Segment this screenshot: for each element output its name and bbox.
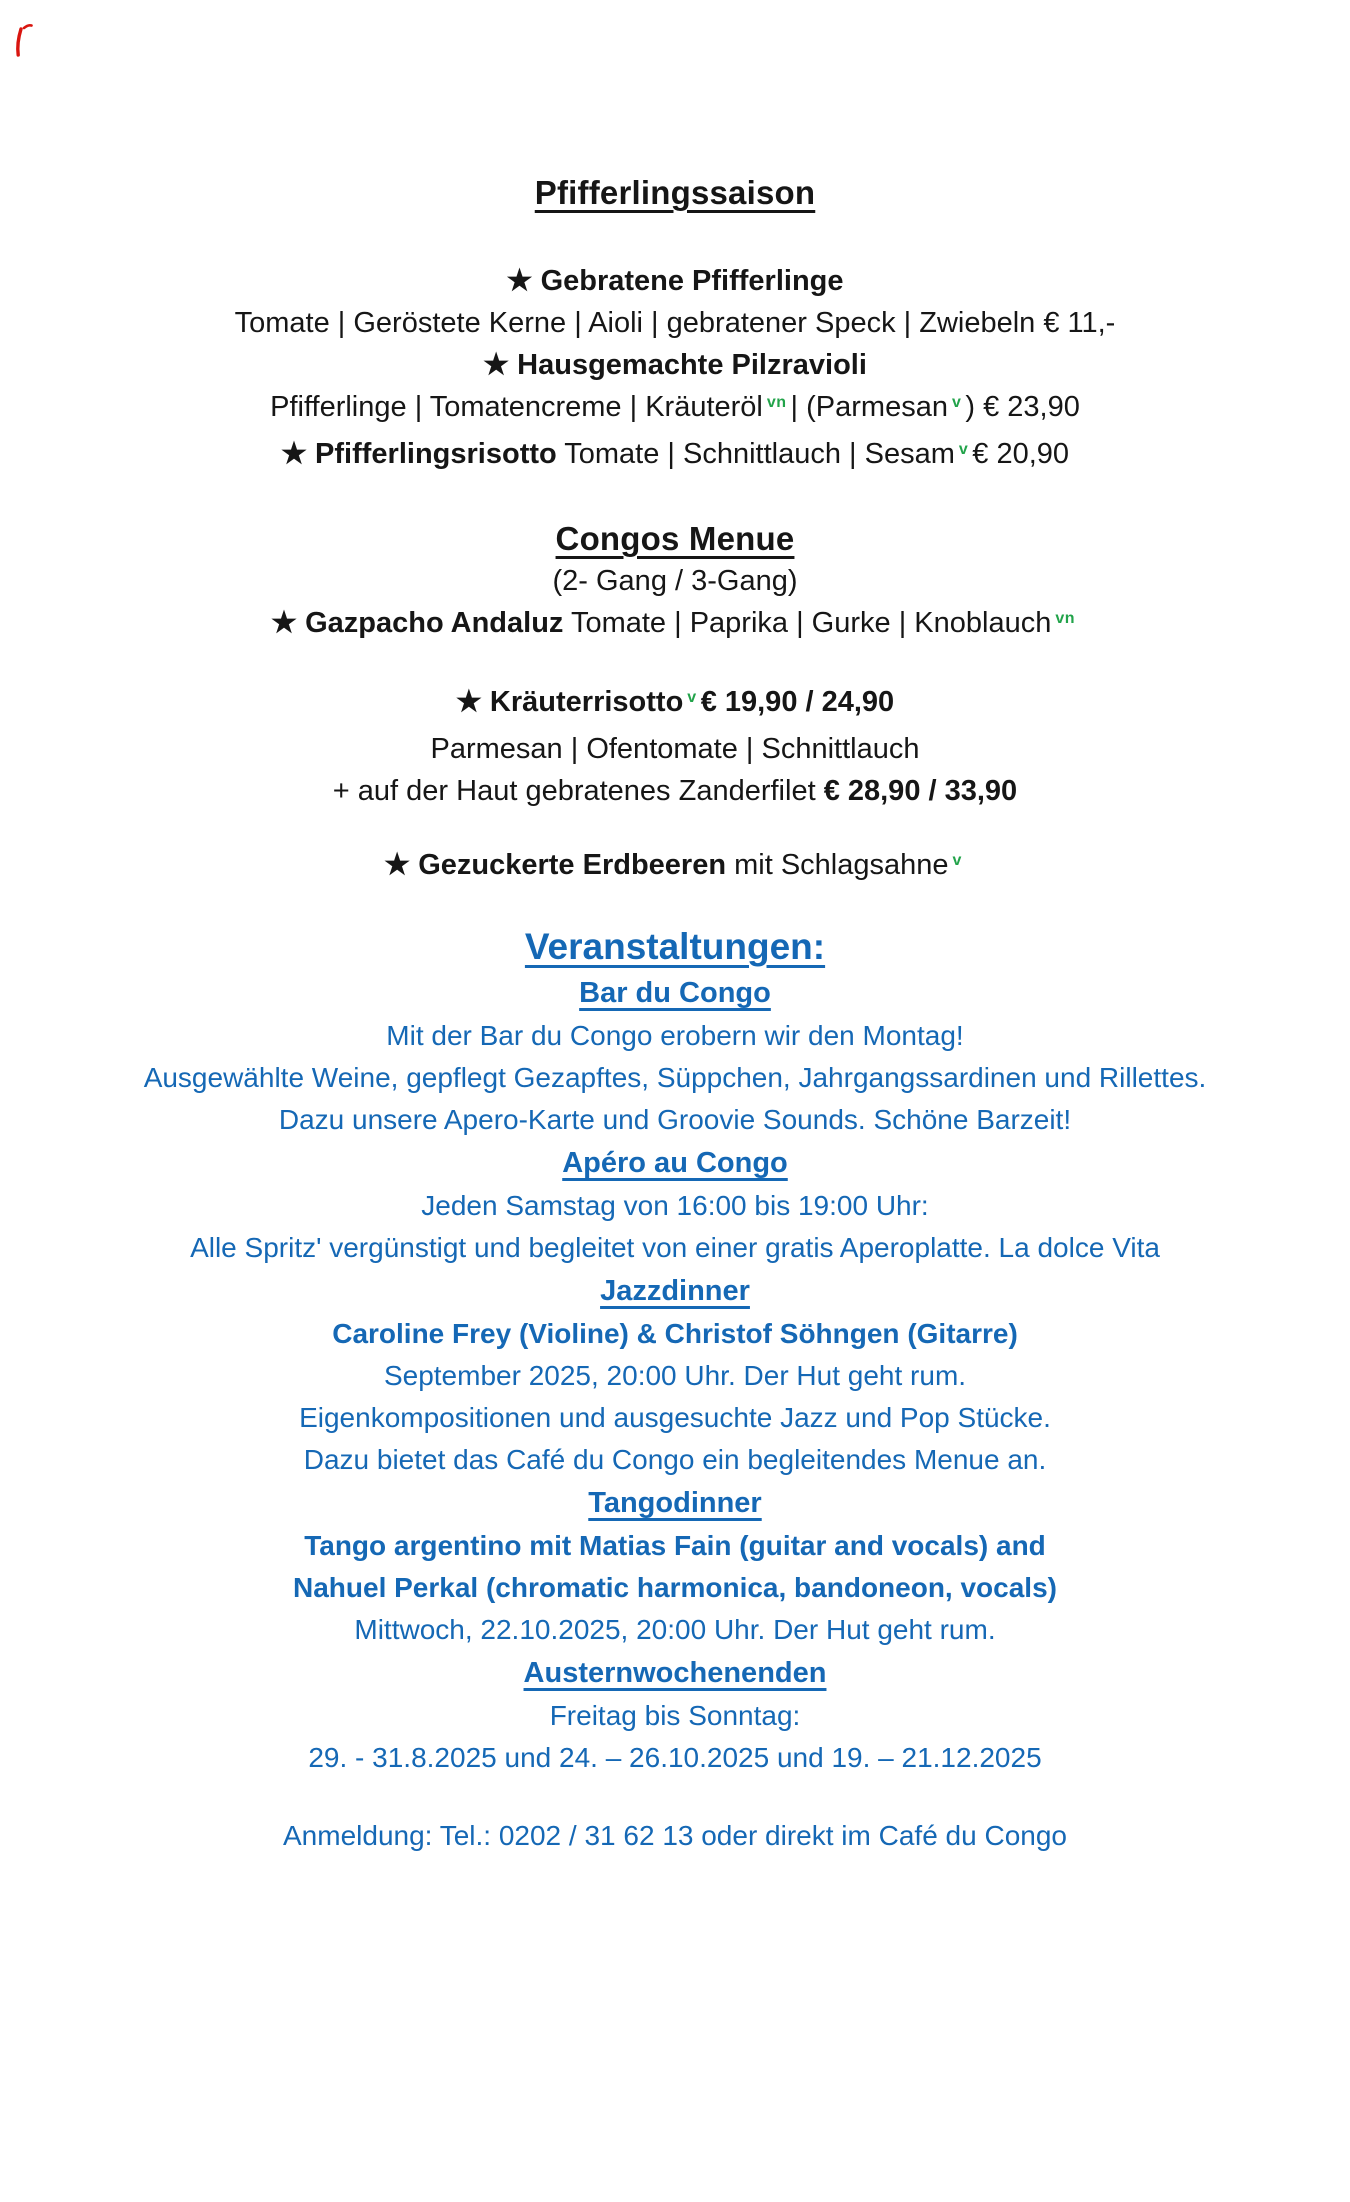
season-item2-desc-a: Pfifferlinge | Tomatencreme | Kräuteröl: [270, 391, 763, 423]
congos-section-title-text: Congos Menue: [555, 520, 795, 557]
congos-starter-desc: Tomate | Paprika | Gurke | Knoblauch: [563, 607, 1052, 639]
event-oysters-line2: 29. - 31.8.2025 und 24. – 26.10.2025 und 19. – 21.12.2025: [308, 1742, 1042, 1773]
event-oysters-title: [0, 1651, 1350, 1695]
event-bar-title: [0, 971, 1350, 1015]
season-item3-price: € 20,90: [972, 438, 1070, 470]
congos-main2: [0, 770, 1350, 812]
season-item2-desc-b: | (Parmesan: [790, 391, 948, 423]
congos-dessert-desc: mit Schlagsahne: [726, 849, 949, 881]
event-tango-artists2: Nahuel Perkal (chromatic harmonica, bandoneon, vocals): [293, 1572, 1057, 1603]
event-tango-artists1: Tango argentino mit Matias Fain (guitar and vocals) and: [304, 1530, 1046, 1561]
season-item2-name: [0, 344, 1350, 386]
star-icon: ★: [483, 349, 510, 381]
event-jazz-line1: September 2025, 20:00 Uhr. Der Hut geht rum.: [383, 1360, 967, 1391]
congos-dessert: [0, 844, 1350, 891]
event-tango-title-text: Tangodinner: [588, 1487, 762, 1519]
vegetarian-tag: v: [952, 852, 962, 869]
vegetarian-tag: v: [958, 441, 969, 458]
event-bar-line2: Ausgewählte Weine, gepflegt Gezapftes, Süppchen, Jahrgangssardinen und Rillettes.: [143, 1062, 1207, 1093]
event-bar-title-text: Bar du Congo: [579, 977, 771, 1009]
vegetarian-tag: v: [951, 394, 962, 411]
star-icon: ★: [506, 265, 533, 297]
season-item3: [0, 433, 1350, 480]
congos-main1-name: [456, 686, 683, 718]
event-bar-line1: Mit der Bar du Congo erobern wir den Montag!: [386, 1020, 964, 1051]
congos-section-title: [0, 518, 1350, 560]
congos-main1-desc: Parmesan | Ofentomate | Schnittlauch: [430, 733, 920, 765]
congos-dessert-name-text: Gezuckerte Erdbeeren: [418, 849, 727, 881]
event-oysters-line1: Freitag bis Sonntag:: [549, 1700, 801, 1731]
events-section-title-text: Veranstaltungen:: [524, 926, 826, 967]
red-pen-mark-icon: [8, 22, 38, 62]
event-bar-line3: Dazu unsere Apero-Karte und Groovie Sounds. Schöne Barzeit!: [278, 1104, 1072, 1135]
season-item3-name-text: Pfifferlingsrisotto: [315, 438, 557, 470]
events-section-title: [0, 923, 1350, 971]
season-item2-desc-c: ) € 23,90: [965, 391, 1080, 423]
star-icon: ★: [270, 607, 297, 639]
season-section-title-text: Pfifferlingssaison: [534, 174, 816, 211]
congos-main2-desc: + auf der Haut gebratenes Zanderfilet: [332, 775, 824, 807]
event-jazz-artists: Caroline Frey (Violine) & Christof Söhngen (Gitarre): [332, 1318, 1018, 1349]
season-section-title: [0, 172, 1350, 214]
congos-main1: [0, 681, 1350, 728]
congos-subtitle: (2- Gang / 3-Gang): [552, 565, 798, 597]
star-icon: ★: [455, 686, 482, 718]
season-item3-name: [281, 438, 557, 470]
congos-main1-price: € 19,90 / 24,90: [700, 686, 895, 718]
vegan-tag: vn: [1055, 610, 1076, 627]
contact-line: Anmeldung: Tel.: 0202 / 31 62 13 oder direkt im Café du Congo: [283, 1820, 1067, 1851]
event-apero-line2: Alle Spritz' vergünstigt und begleitet von einer gratis Aperoplatte. La dolce Vita: [190, 1232, 1160, 1263]
season-item2-desc: [0, 386, 1350, 433]
season-item1-name: [0, 260, 1350, 302]
event-oysters-title-text: Austernwochenenden: [523, 1657, 827, 1689]
vegan-tag: vn: [766, 394, 787, 411]
congos-starter: [0, 602, 1350, 649]
congos-starter-name-text: Gazpacho Andaluz: [305, 607, 564, 639]
vegetarian-tag: v: [687, 689, 697, 706]
event-jazz-title-text: Jazzdinner: [600, 1275, 750, 1307]
congos-starter-name: [271, 607, 563, 639]
event-apero-title-text: Apéro au Congo: [562, 1147, 788, 1179]
star-icon: ★: [384, 849, 411, 881]
season-item1-name-text: Gebratene Pfifferlinge: [540, 265, 844, 297]
star-icon: ★: [280, 438, 307, 470]
event-apero-title: [0, 1141, 1350, 1185]
congos-main2-price: € 28,90 / 33,90: [823, 775, 1018, 807]
event-jazz-line3: Dazu bietet das Café du Congo ein begleitendes Menue an.: [303, 1444, 1047, 1475]
event-jazz-line2: Eigenkompositionen und ausgesuchte Jazz und Pop Stücke.: [299, 1402, 1051, 1433]
event-apero-line1: Jeden Samstag von 16:00 bis 19:00 Uhr:: [421, 1190, 929, 1221]
congos-main1-name-text: Kräuterrisotto: [489, 686, 684, 718]
congos-dessert-name: [384, 849, 726, 881]
season-item3-desc: Tomate | Schnittlauch | Sesam: [556, 438, 955, 470]
season-item2-name-text: Hausgemachte Pilzravioli: [517, 349, 867, 381]
event-tango-title: [0, 1481, 1350, 1525]
season-item1-desc: Tomate | Geröstete Kerne | Aioli | gebratener Speck | Zwiebeln € 11,-: [234, 307, 1116, 339]
event-jazz-title: [0, 1269, 1350, 1313]
event-tango-line1: Mittwoch, 22.10.2025, 20:00 Uhr. Der Hut geht rum.: [354, 1614, 996, 1645]
